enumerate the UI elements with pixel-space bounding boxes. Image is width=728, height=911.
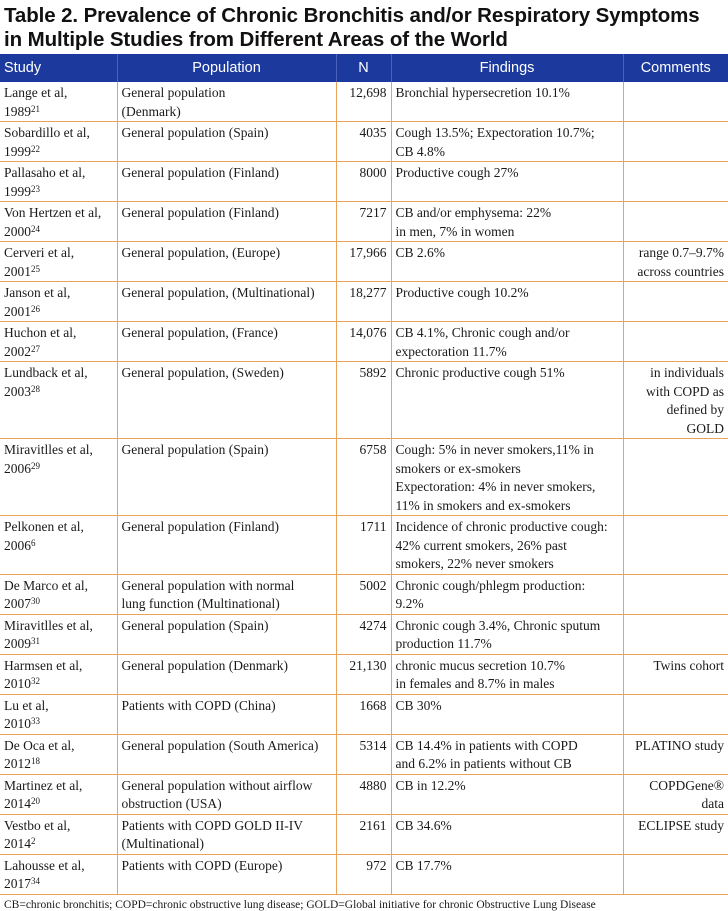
findings-text: 42% current smokers, 26% past: [395, 537, 567, 553]
population-text: Patients with COPD (Europe): [121, 857, 283, 873]
study-authors: Huchon et al,: [4, 325, 77, 340]
comments-text: COPDGene®: [649, 777, 724, 793]
comments-cell: [623, 814, 728, 854]
findings-cell: [391, 654, 623, 694]
study-cell: [0, 516, 117, 575]
study-year-line: [4, 263, 113, 282]
study-authors: De Oca et al,: [4, 737, 75, 753]
comments-cell: [623, 122, 728, 162]
table-row: [0, 122, 728, 162]
table-title: [0, 0, 728, 54]
population-text: General population without airflow: [121, 777, 313, 793]
findings-cell: [391, 122, 623, 162]
findings-text: CB 34.6%: [395, 817, 452, 833]
comments-cell: [623, 162, 728, 202]
study-year-line: [4, 715, 113, 734]
study-year: 2010: [4, 716, 31, 731]
reference-number: 27: [31, 343, 40, 354]
study-year-line: [4, 635, 113, 654]
sample-size-cell: 5002: [336, 574, 391, 614]
population-text: General population (South America): [121, 737, 319, 753]
table-row: [0, 202, 728, 242]
study-year: 1999: [4, 143, 31, 159]
table-header-row: [0, 54, 728, 82]
findings-cell: [391, 614, 623, 654]
study-cell: [0, 362, 117, 439]
population-cell: [117, 162, 336, 202]
findings-text: expectoration 11.7%: [395, 343, 507, 359]
study-authors: De Marco et al,: [4, 577, 88, 593]
table-row: [0, 242, 728, 282]
comments-cell: [623, 614, 728, 654]
study-authors: Pallasaho et al,: [4, 165, 86, 180]
comments-cell: [623, 242, 728, 282]
study-cell: [0, 614, 117, 654]
population-cell: [117, 516, 336, 575]
reference-number: 23: [31, 183, 40, 194]
comments-text: across countries: [637, 263, 724, 279]
reference-number: 34: [31, 876, 40, 886]
sample-size-cell: 1711: [336, 516, 391, 575]
sample-size-cell: 2161: [336, 814, 391, 854]
findings-text: Chronic cough/phlegm production:: [395, 577, 586, 593]
findings-text: 11% in smokers and ex-smokers: [395, 497, 571, 513]
study-year: 2006: [4, 537, 31, 553]
findings-text: 9.2%: [395, 596, 424, 611]
table-body: [0, 82, 728, 894]
findings-text: smokers, 22% never smokers: [395, 556, 554, 571]
population-cell: [117, 439, 336, 516]
findings-cell: [391, 694, 623, 734]
population-cell: [117, 82, 336, 122]
findings-text: in men, 7% in women: [395, 223, 515, 239]
findings-text: Productive cough 27%: [395, 165, 519, 180]
study-cell: [0, 162, 117, 202]
study-authors: Cerveri et al,: [4, 245, 75, 260]
study-year: 1999: [4, 183, 31, 199]
findings-cell: [391, 362, 623, 439]
reference-number: 2: [31, 836, 36, 846]
study-authors: Miravitlles et al,: [4, 442, 93, 457]
table-row: [0, 734, 728, 774]
table-row: [0, 854, 728, 894]
comments-text: GOLD: [686, 420, 724, 436]
comments-cell: [623, 734, 728, 774]
table-row: [0, 516, 728, 575]
table-row: [0, 654, 728, 694]
sample-size-cell: 972: [336, 854, 391, 894]
header-n: N: [336, 54, 391, 82]
study-year: 2002: [4, 343, 31, 359]
sample-size-cell: 1668: [336, 694, 391, 734]
findings-text: Cough: 5% in never smokers,11% in: [395, 442, 594, 457]
findings-text: Productive cough 10.2%: [395, 285, 529, 300]
population-text: General population with normal: [121, 577, 295, 593]
study-authors: Lange et al,: [4, 85, 68, 100]
study-cell: [0, 734, 117, 774]
sample-size-cell: 6758: [336, 439, 391, 516]
population-cell: [117, 734, 336, 774]
comments-cell: [623, 654, 728, 694]
findings-cell: [391, 162, 623, 202]
comments-text: ECLIPSE study: [638, 817, 724, 833]
reference-number: 18: [31, 756, 40, 766]
findings-text: Cough 13.5%; Expectoration 10.7%;: [395, 125, 595, 140]
study-authors: Lahousse et al,: [4, 857, 85, 873]
findings-cell: [391, 734, 623, 774]
reference-number: 22: [31, 143, 40, 154]
reference-number: 32: [31, 676, 40, 686]
study-year-line: [4, 143, 113, 162]
comments-cell: [623, 574, 728, 614]
prevalence-table: [0, 54, 728, 895]
study-cell: [0, 654, 117, 694]
findings-text: chronic mucus secretion 10.7%: [395, 657, 565, 673]
reference-number: 20: [31, 796, 40, 806]
population-text: Patients with COPD GOLD II-IV: [121, 817, 303, 833]
findings-text: Chronic cough 3.4%, Chronic sputum: [395, 617, 601, 633]
sample-size-cell: 7217: [336, 202, 391, 242]
comments-text: PLATINO study: [635, 737, 724, 753]
findings-text: and 6.2% in patients without CB: [395, 756, 572, 771]
findings-cell: [391, 282, 623, 322]
table-row: [0, 322, 728, 362]
table-row: [0, 439, 728, 516]
population-cell: [117, 614, 336, 654]
population-cell: [117, 654, 336, 694]
sample-size-cell: 4035: [336, 122, 391, 162]
study-year-line: [4, 595, 113, 614]
comments-cell: [623, 282, 728, 322]
sample-size-cell: 17,966: [336, 242, 391, 282]
sample-size-cell: 12,698: [336, 82, 391, 122]
comments-cell: [623, 439, 728, 516]
header-comments: Comments: [623, 54, 728, 82]
population-text: General population (Spain): [121, 125, 269, 140]
reference-number: 25: [31, 263, 40, 274]
study-cell: [0, 122, 117, 162]
comments-text: in individuals: [650, 365, 724, 380]
study-cell: [0, 774, 117, 814]
population-text: obstruction (USA): [121, 796, 222, 811]
table-row: [0, 574, 728, 614]
reference-number: 6: [31, 537, 36, 548]
population-text: General population, (France): [121, 325, 278, 340]
population-cell: [117, 322, 336, 362]
findings-cell: [391, 574, 623, 614]
population-text: (Multinational): [121, 836, 204, 851]
population-text: General population (Finland): [121, 519, 279, 534]
study-year-line: [4, 795, 113, 814]
table-row: [0, 162, 728, 202]
reference-number: 21: [31, 103, 40, 114]
population-cell: [117, 854, 336, 894]
comments-text: defined by: [666, 402, 724, 417]
study-authors: Janson et al,: [4, 285, 71, 300]
reference-number: 31: [31, 636, 40, 646]
reference-number: 28: [31, 383, 40, 394]
study-year: 2012: [4, 756, 31, 771]
study-year: 2014: [4, 836, 31, 851]
findings-cell: [391, 322, 623, 362]
header-population: Population: [117, 54, 336, 82]
study-year: 2014: [4, 796, 31, 811]
population-cell: [117, 282, 336, 322]
sample-size-cell: 21,130: [336, 654, 391, 694]
findings-cell: [391, 814, 623, 854]
study-year: 2000: [4, 223, 31, 239]
sample-size-cell: 8000: [336, 162, 391, 202]
table-row: [0, 774, 728, 814]
table-row: [0, 814, 728, 854]
table-row: [0, 694, 728, 734]
population-text: General population (Finland): [121, 205, 279, 220]
findings-text: smokers or ex-smokers: [395, 460, 521, 476]
reference-number: 30: [31, 596, 40, 606]
findings-text: Bronchial hypersecretion 10.1%: [395, 85, 570, 100]
study-year: 2007: [4, 596, 31, 611]
study-year-line: [4, 183, 113, 202]
study-year-line: [4, 835, 113, 854]
findings-text: CB 4.1%, Chronic cough and/or: [395, 325, 570, 340]
population-cell: [117, 242, 336, 282]
population-text: General population (Spain): [121, 617, 269, 633]
table-footnote: CB=chronic bronchitis; COPD=chronic obstructive lung disease; GOLD=Global initiative for chronic Obstructive Lung Disease: [4, 898, 596, 911]
table-row: [0, 82, 728, 122]
population-text: General population (Finland): [121, 165, 279, 180]
findings-text: CB in 12.2%: [395, 777, 466, 793]
population-cell: [117, 774, 336, 814]
table-row: [0, 282, 728, 322]
study-cell: [0, 574, 117, 614]
population-cell: [117, 814, 336, 854]
study-authors: Pelkonen et al,: [4, 519, 84, 534]
comments-cell: [623, 202, 728, 242]
header-findings: Findings: [391, 54, 623, 82]
findings-cell: [391, 439, 623, 516]
study-cell: [0, 322, 117, 362]
population-text: (Denmark): [121, 103, 181, 119]
population-text: Patients with COPD (China): [121, 697, 276, 713]
comments-cell: [623, 774, 728, 814]
study-cell: [0, 854, 117, 894]
study-cell: [0, 814, 117, 854]
study-cell: [0, 202, 117, 242]
table-row: [0, 614, 728, 654]
header-study: Study: [0, 54, 117, 82]
study-cell: [0, 82, 117, 122]
study-year: 2001: [4, 303, 31, 319]
table-title-line-1: Table 2. Prevalence of Chronic Bronchitis and/or Respiratory Symptoms: [4, 4, 700, 27]
findings-text: Incidence of chronic productive cough:: [395, 519, 608, 534]
population-text: General population (Spain): [121, 442, 269, 457]
study-authors: Harmsen et al,: [4, 657, 83, 673]
findings-cell: [391, 202, 623, 242]
sample-size-cell: 5892: [336, 362, 391, 439]
findings-text: CB 17.7%: [395, 857, 452, 873]
study-year-line: [4, 460, 113, 479]
population-cell: [117, 574, 336, 614]
population-text: General population: [121, 85, 226, 100]
population-text: General population (Denmark): [121, 657, 288, 673]
study-year: 2003: [4, 383, 31, 399]
findings-cell: [391, 242, 623, 282]
comments-text: with COPD as: [645, 383, 724, 399]
study-year-line: [4, 383, 113, 402]
findings-text: production 11.7%: [395, 636, 492, 651]
reference-number: 24: [31, 223, 40, 234]
study-year: 2006: [4, 460, 31, 476]
sample-size-cell: 14,076: [336, 322, 391, 362]
sample-size-cell: 4274: [336, 614, 391, 654]
reference-number: 29: [31, 460, 40, 471]
table-row: [0, 362, 728, 439]
findings-text: CB 2.6%: [395, 245, 446, 260]
population-text: lung function (Multinational): [121, 596, 280, 611]
population-cell: [117, 362, 336, 439]
study-authors: Von Hertzen et al,: [4, 205, 102, 220]
study-year-line: [4, 755, 113, 774]
findings-cell: [391, 82, 623, 122]
study-year-line: [4, 103, 113, 122]
findings-text: CB 30%: [395, 697, 442, 713]
study-year: 2017: [4, 876, 31, 891]
findings-text: in females and 8.7% in males: [395, 676, 555, 691]
comments-text: data: [701, 796, 724, 811]
study-authors: Martinez et al,: [4, 777, 83, 793]
study-cell: [0, 694, 117, 734]
comments-cell: [623, 854, 728, 894]
study-authors: Lu et al,: [4, 697, 49, 713]
comments-cell: [623, 322, 728, 362]
population-text: General population, (Sweden): [121, 365, 284, 380]
table-title-line-2: in Multiple Studies from Different Areas of the World: [4, 28, 508, 51]
population-cell: [117, 202, 336, 242]
study-year: 1989: [4, 103, 31, 119]
study-year-line: [4, 675, 113, 694]
findings-text: CB and/or emphysema: 22%: [395, 205, 552, 220]
study-authors: Vestbo et al,: [4, 817, 71, 833]
findings-cell: [391, 516, 623, 575]
comments-cell: [623, 516, 728, 575]
sample-size-cell: 5314: [336, 734, 391, 774]
sample-size-cell: 4880: [336, 774, 391, 814]
sample-size-cell: 18,277: [336, 282, 391, 322]
findings-text: CB 4.8%: [395, 143, 446, 159]
study-cell: [0, 439, 117, 516]
comments-cell: [623, 362, 728, 439]
findings-text: Expectoration: 4% in never smokers,: [395, 479, 596, 494]
comments-text: Twins cohort: [653, 657, 724, 673]
findings-text: CB 14.4% in patients with COPD: [395, 737, 578, 753]
study-year-line: [4, 343, 113, 362]
comments-cell: [623, 694, 728, 734]
study-year: 2001: [4, 263, 31, 279]
comments-cell: [623, 82, 728, 122]
study-year: 2009: [4, 636, 31, 651]
reference-number: 33: [31, 716, 40, 726]
reference-number: 26: [31, 303, 40, 314]
comments-text: range 0.7–9.7%: [638, 245, 724, 260]
study-year-line: [4, 537, 113, 556]
study-year: 2010: [4, 676, 31, 691]
study-authors: Sobardillo et al,: [4, 125, 90, 140]
findings-cell: [391, 854, 623, 894]
population-cell: [117, 122, 336, 162]
study-authors: Miravitlles et al,: [4, 617, 93, 633]
population-text: General population, (Multinational): [121, 285, 315, 300]
study-year-line: [4, 223, 113, 242]
study-cell: [0, 282, 117, 322]
findings-text: Chronic productive cough 51%: [395, 365, 565, 380]
study-year-line: [4, 303, 113, 322]
population-text: General population, (Europe): [121, 245, 281, 260]
study-cell: [0, 242, 117, 282]
findings-cell: [391, 774, 623, 814]
study-authors: Lundback et al,: [4, 365, 88, 380]
population-cell: [117, 694, 336, 734]
